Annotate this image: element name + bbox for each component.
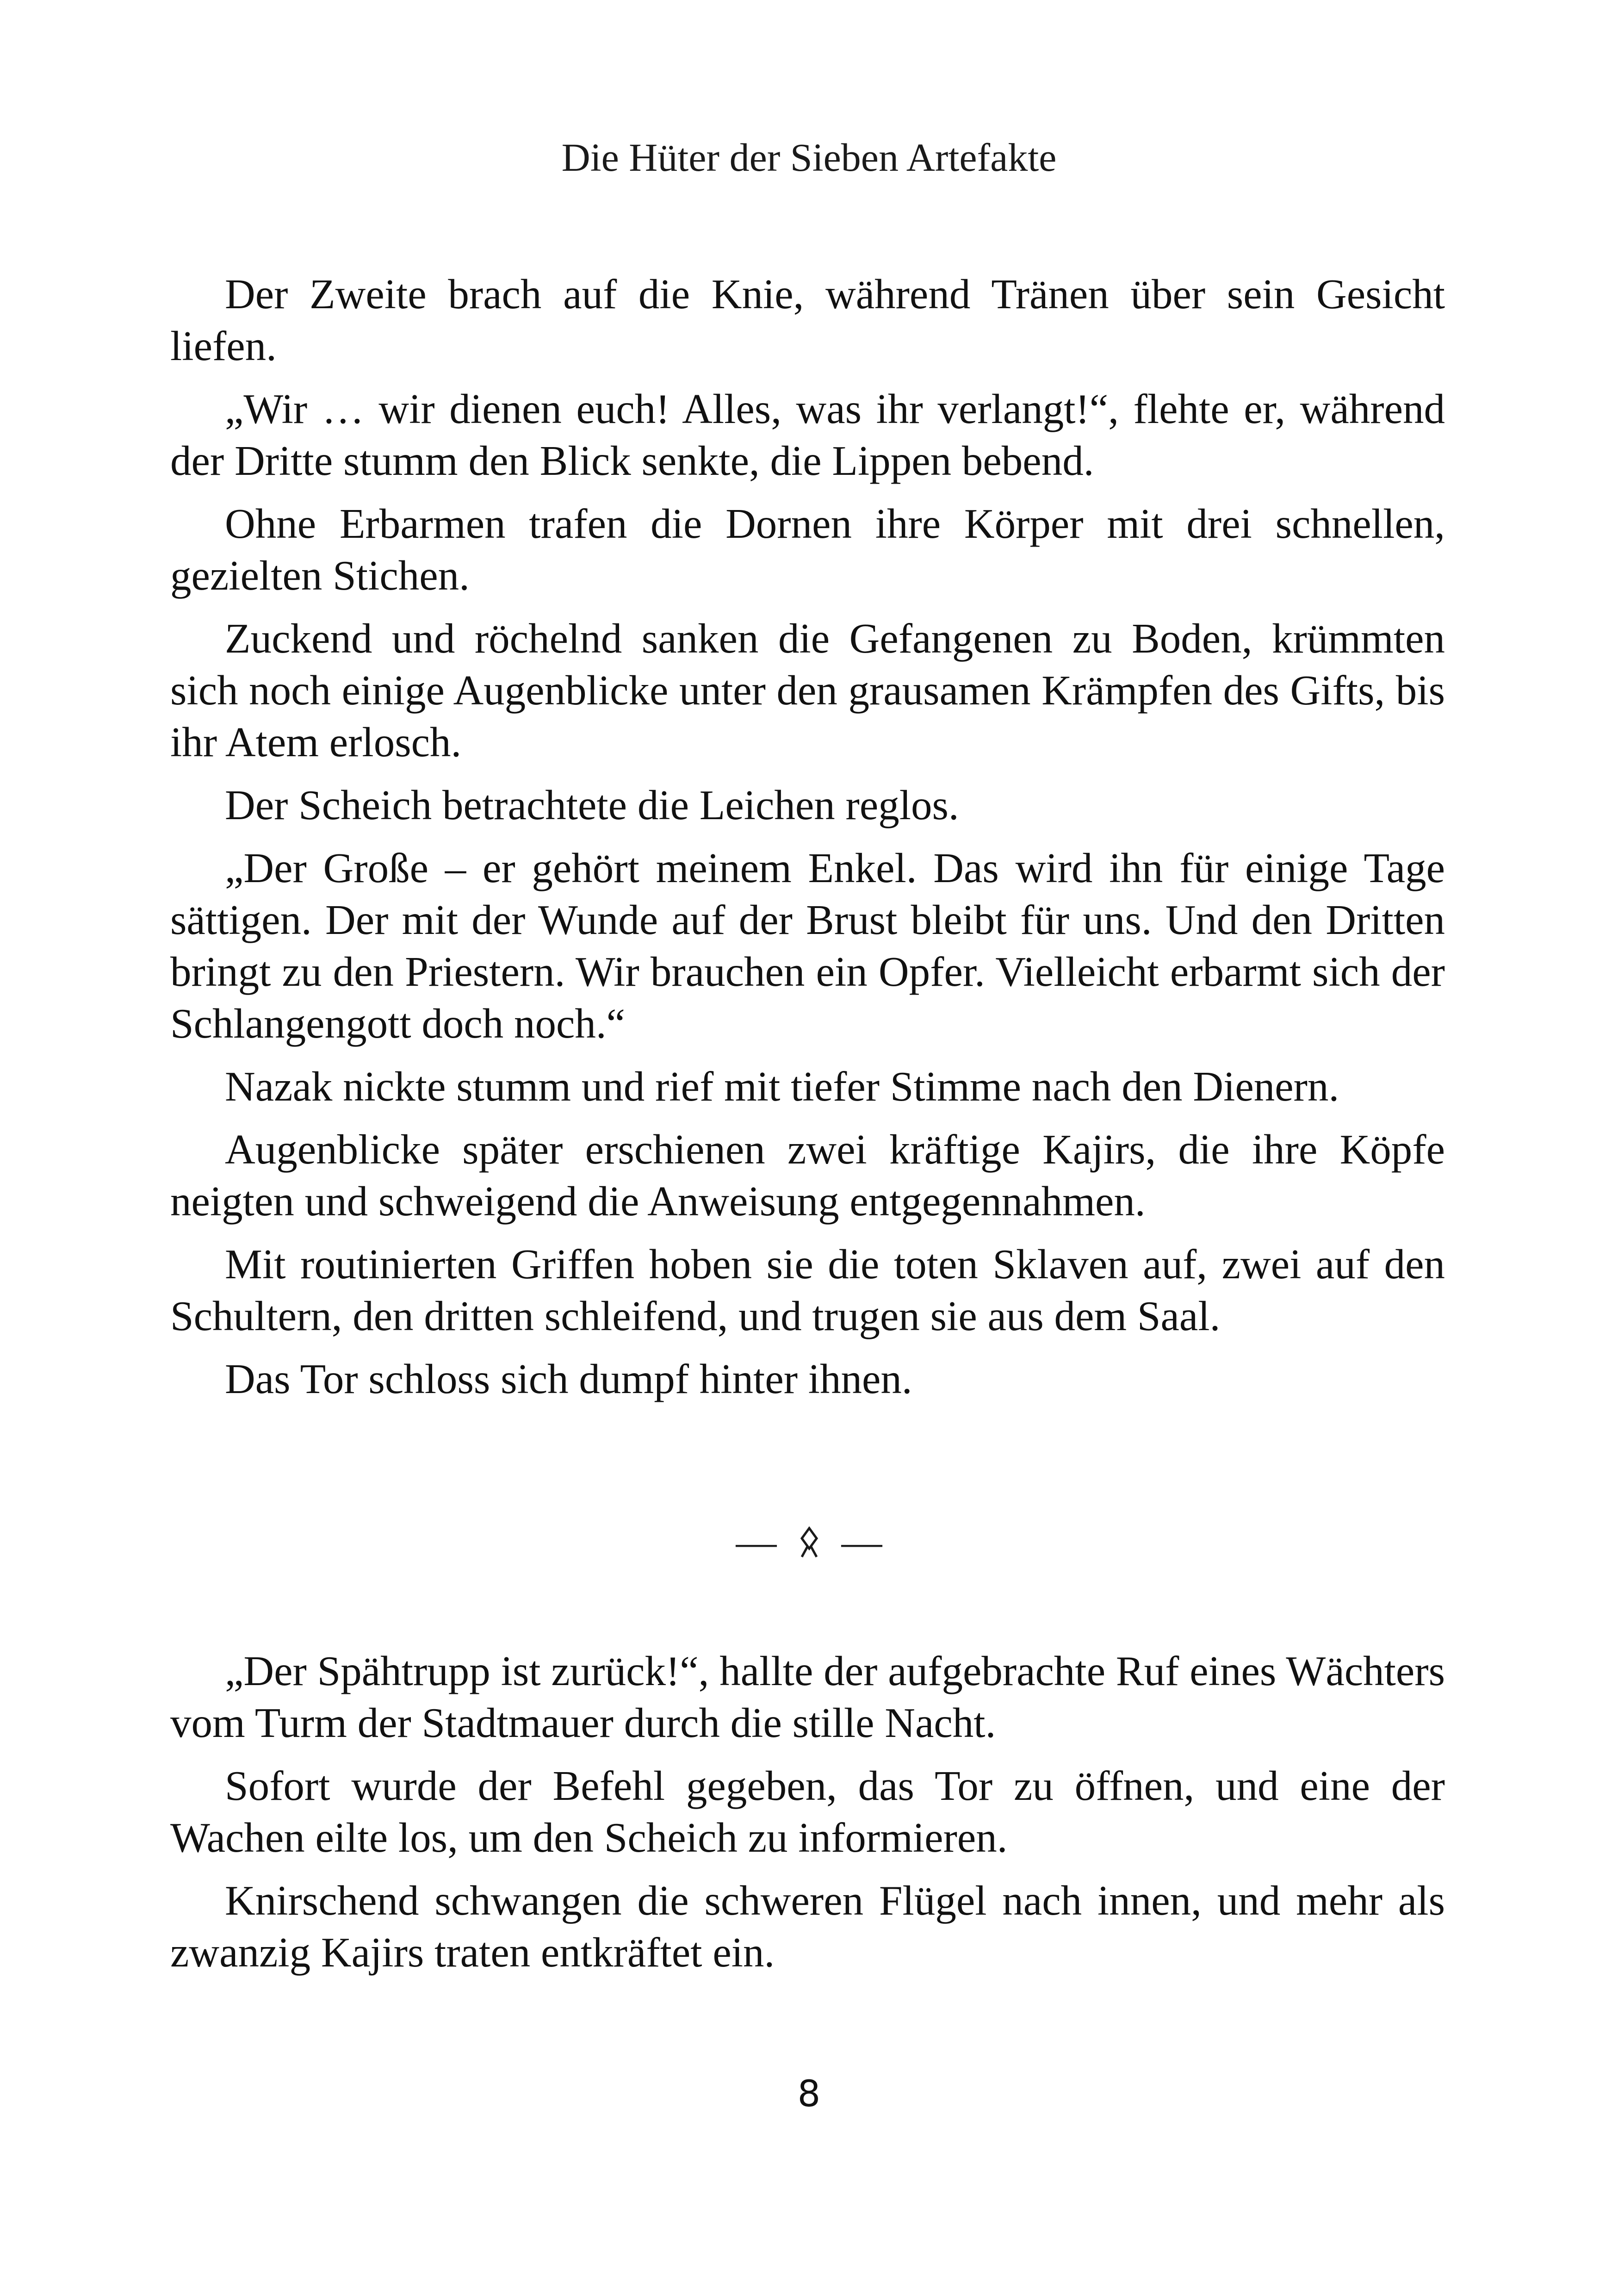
text-block-section-one: [170, 268, 1445, 1416]
paragraph: Der Scheich betrachtete die Leichen reglos.: [225, 782, 959, 828]
paragraph: Zuckend und röchelnd sanken die Gefangenen zu Boden, krümmten sich noch einige Augenblicke unter den grausamen Krämpfen des Gifts, bis ihr Atem erlosch.: [170, 615, 1445, 765]
paragraph: Sofort wurde der Befehl gegeben, das Tor zu öffnen, und eine der Wachen eilte los, um den Scheich zu informieren.: [170, 1762, 1445, 1861]
paragraph: „Der Große – er gehört meinem Enkel. Das wird ihn für einige Tage sättigen. Der mit der Wunde auf der Brust bleibt für uns. Und den Dritten bringt zu den Priestern. Wir brauchen ein Opfer. Vielleicht erbarmt sich der Schlangengott doch noch.“: [170, 845, 1445, 1047]
paragraph: Der Zweite brach auf die Knie, während Tränen über sein Gesicht liefen.: [170, 271, 1445, 369]
paragraph: Augenblicke später erschienen zwei kräftige Kajirs, die ihre Köpfe neigten und schweigend die Anweisung entgegennahmen.: [170, 1126, 1445, 1225]
paragraph: Mit routinierten Griffen hoben sie die toten Sklaven auf, zwei auf den Schultern, den dritten schleifend, und trugen sie aus dem Saal.: [170, 1241, 1445, 1339]
left-dash: —: [736, 1519, 777, 1565]
ornament-icon: [799, 1526, 819, 1559]
text-block-section-two: [170, 1645, 1445, 1990]
scene-break-divider: [0, 1513, 1618, 1568]
paragraph: „Der Spähtrupp ist zurück!“, hallte der aufgebrachte Ruf eines Wächters vom Turm der Stadtmauer durch die stille Nacht.: [170, 1648, 1445, 1746]
paragraph: „Wir … wir dienen euch! Alles, was ihr verlangt!“, flehte er, während der Dritte stumm den Blick senkte, die Lippen bebend.: [170, 386, 1445, 484]
paragraph: Ohne Erbarmen trafen die Dornen ihre Körper mit drei schnellen, gezielten Stichen.: [170, 500, 1445, 599]
page-number: 8: [797, 2073, 821, 2115]
paragraph: Das Tor schloss sich dumpf hinter ihnen.: [225, 1356, 912, 1402]
right-dash: —: [841, 1519, 882, 1565]
paragraph: Nazak nickte stumm und rief mit tiefer Stimme nach den Dienern.: [225, 1063, 1339, 1110]
running-header: Die Hüter der Sieben Artefakte: [561, 135, 1057, 180]
paragraph: Knirschend schwangen die schweren Flügel nach innen, und mehr als zwanzig Kajirs traten entkräftet ein.: [170, 1877, 1445, 1976]
